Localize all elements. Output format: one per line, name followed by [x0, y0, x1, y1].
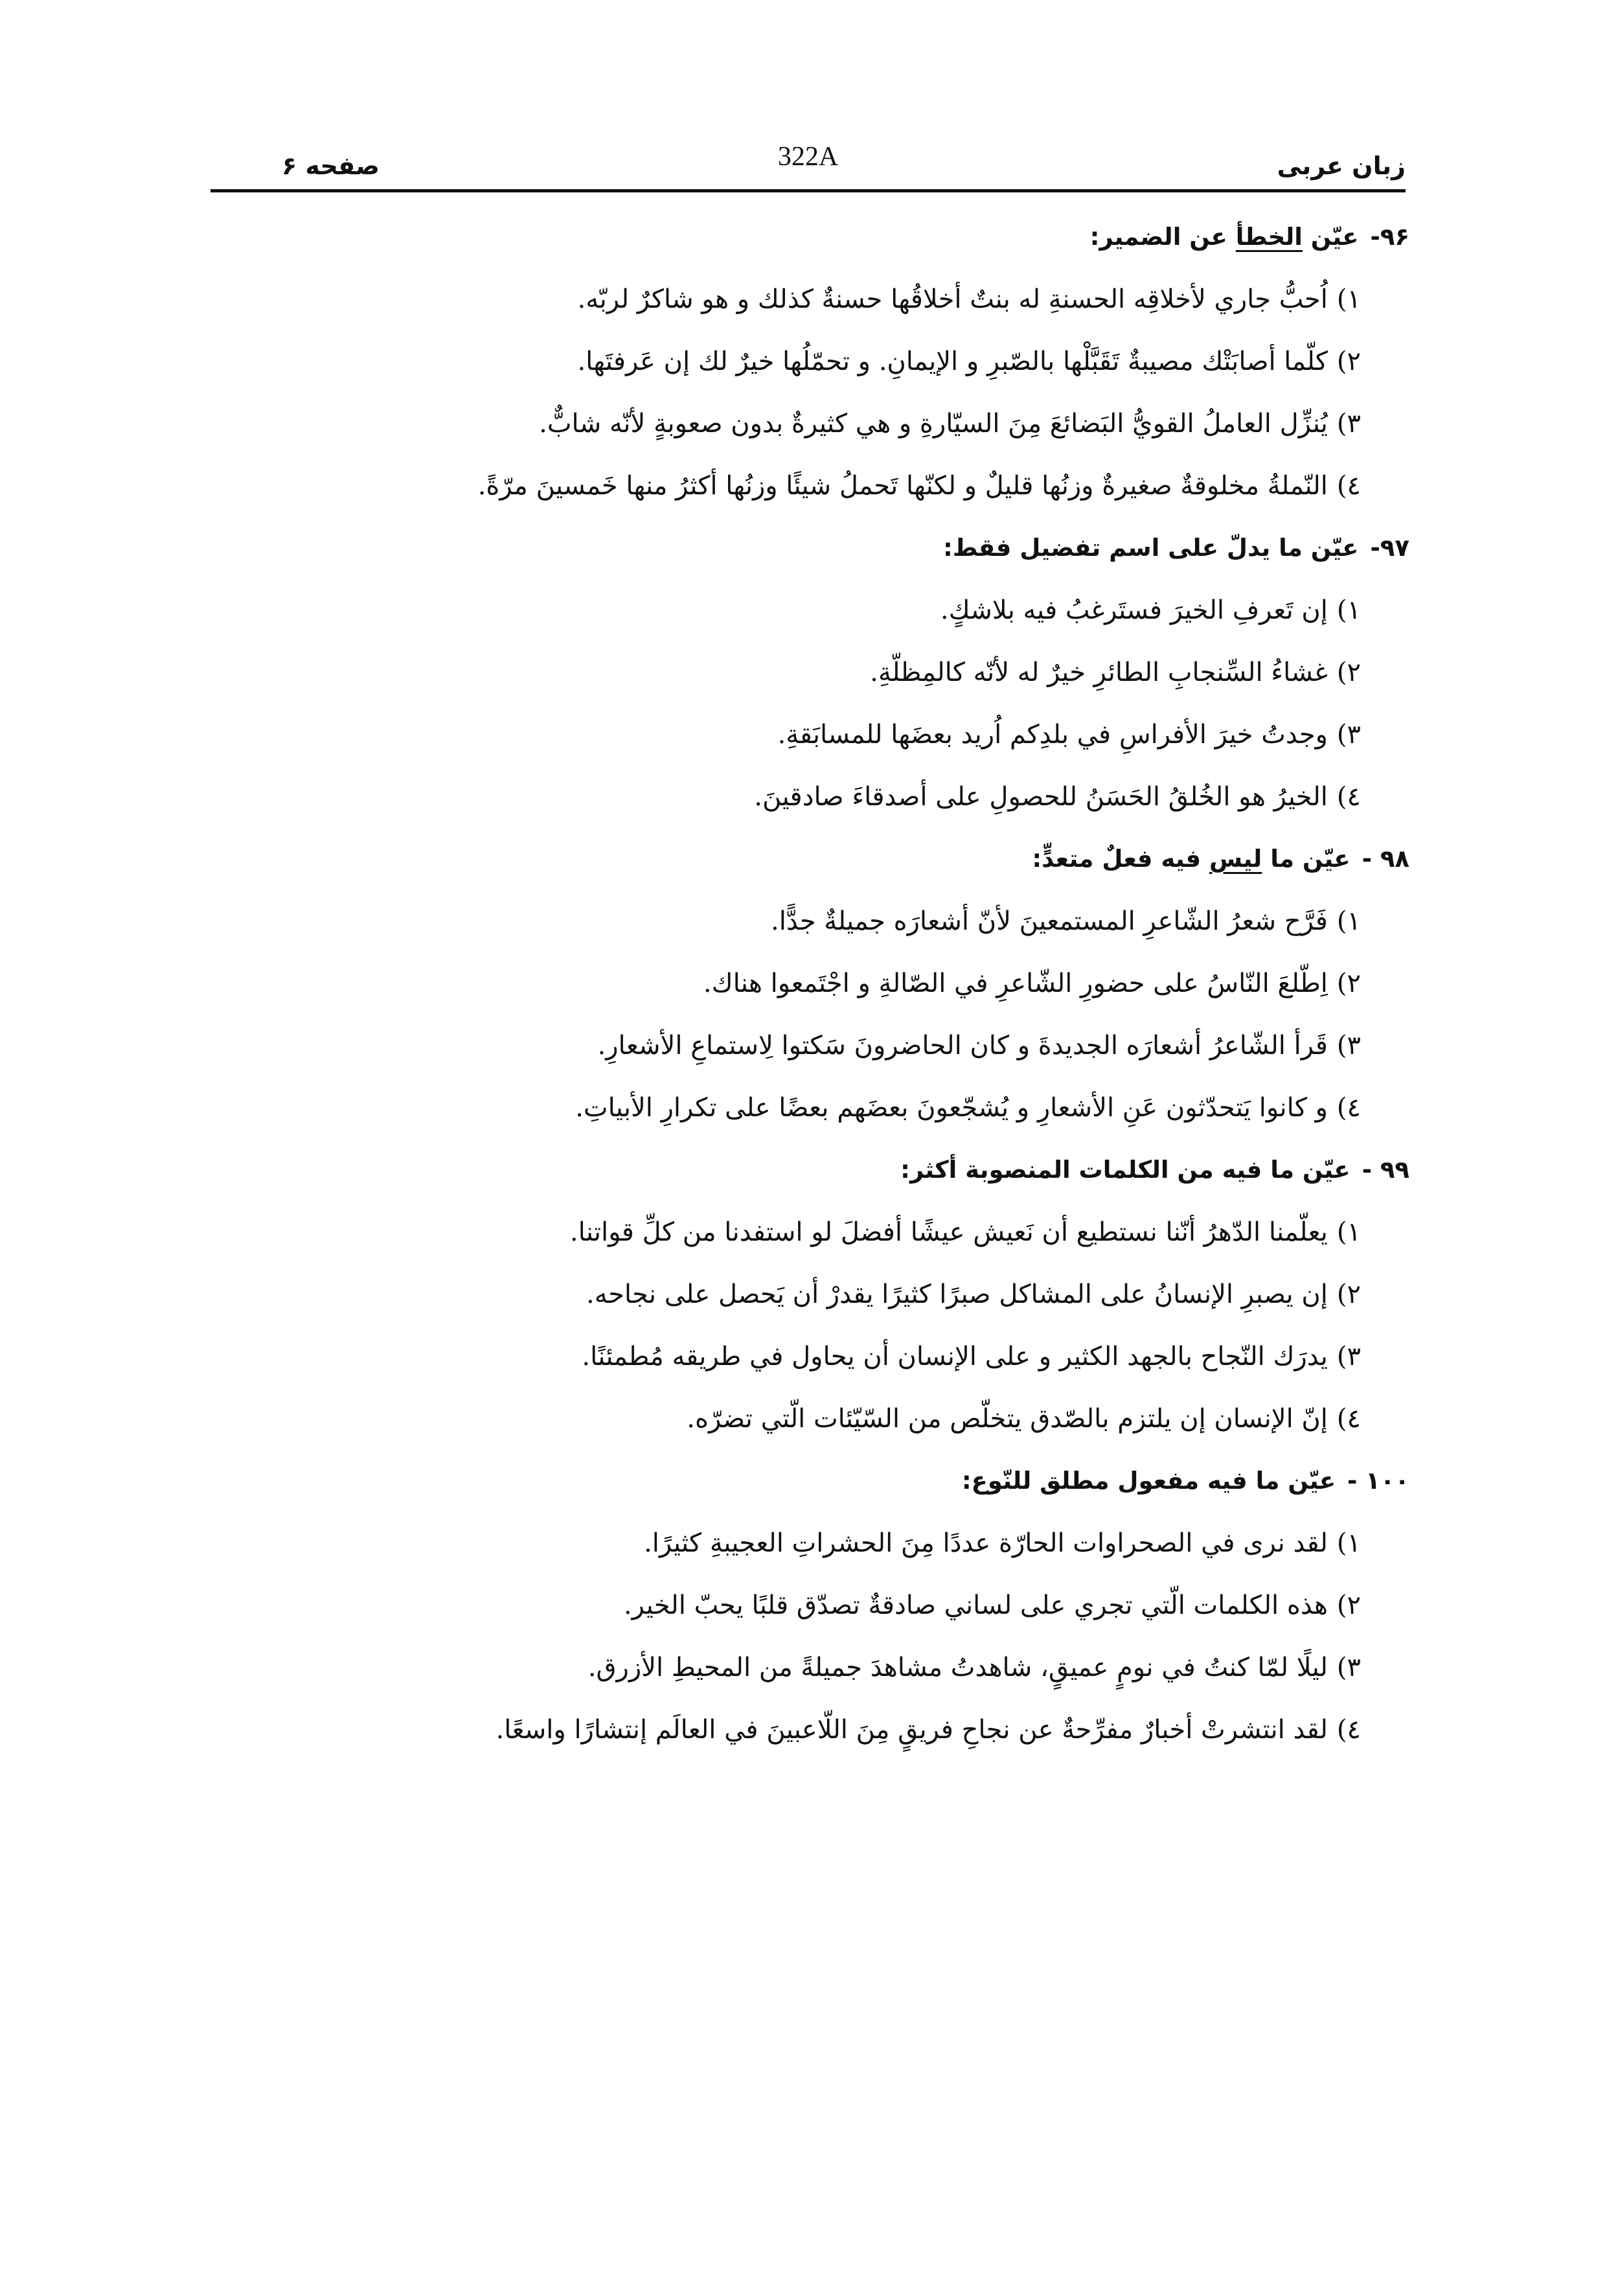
page-header [211, 136, 1406, 188]
question-98 [179, 828, 1409, 1139]
option-text: يعلّمنا الدّهرُ أنّنا نستطيع أن نَعيش عيشًا أفضلَ لو استفدنا من كلِّ قواتنا. [569, 1217, 1328, 1247]
option-1 [179, 1512, 1409, 1574]
question-title [179, 517, 1409, 579]
option-2 [179, 330, 1409, 393]
option-text: هذه الكلمات الّتي تجري على لساني صادقةٌ تصدّق قلبًا يحبّ الخير. [623, 1590, 1328, 1620]
option-1 [179, 1201, 1409, 1263]
option-number: ۳) [1336, 1031, 1361, 1061]
option-1 [179, 268, 1409, 330]
question-100 [179, 1450, 1409, 1761]
option-3 [179, 393, 1409, 455]
option-text: ليلًا لمّا كنتُ في نومٍ عميقٍ، شاهدتُ مشاهدَ جميلةً من المحيطِ الأزرق. [587, 1653, 1328, 1682]
option-number: ٤) [1336, 1404, 1361, 1434]
option-number: ۳) [1336, 1653, 1361, 1682]
question-number: ۹۶- [1370, 223, 1409, 251]
option-text: كلّما أصابَتْك مصيبةٌ تَقَبَّلْها بالصّبرِ و الإيمانِ. و تحمّلُها خيرٌ لك إن عَرفتَها. [577, 347, 1328, 376]
exam-code: 322A [777, 142, 839, 172]
question-text-end: فيه فعلٌ متعدٍّ: [1032, 845, 1210, 873]
option-text: غشاءُ السِّنجابِ الطائرِ خيرٌ له لأنّه كالمِظلّةِ. [870, 658, 1328, 687]
option-text: يُنزِّل العاملُ القويُّ البَضائعَ مِنَ السيّارةِ و هي كثيرةٌ بدون صعوبةٍ لأنّه شابٌّ. [539, 409, 1328, 439]
question-number: ۹۷- [1370, 534, 1409, 562]
option-number: ۳) [1336, 409, 1361, 439]
option-4 [179, 1077, 1409, 1139]
option-number: ۲) [1336, 347, 1361, 376]
option-text: إن يصبرِ الإنسانُ على المشاكل صبرًا كثيرًا يقدرْ أن يَحصل على نجاحه. [586, 1280, 1328, 1309]
subject-title: زبان عربی [1277, 152, 1406, 180]
question-99 [179, 1139, 1409, 1450]
option-2 [179, 1574, 1409, 1636]
question-underlined-word: ليس [1209, 845, 1262, 873]
question-title [179, 1139, 1409, 1201]
option-number: ۳) [1336, 1342, 1361, 1372]
option-number: ۱) [1336, 1217, 1361, 1247]
option-number: ٤) [1336, 1715, 1361, 1745]
option-text: لقد انتشرتْ أخبارٌ مفرِّحةٌ عن نجاحِ فريقٍ مِنَ اللّاعبينَ في العالَم إنتشارًا واسعًا. [496, 1715, 1328, 1745]
option-text: لقد نرى في الصحراوات الحارّة عددًا مِنَ الحشراتِ العجيبةِ كثيرًا. [644, 1528, 1328, 1558]
option-number: ٤) [1336, 1093, 1361, 1123]
option-3 [179, 1015, 1409, 1077]
option-text: النّملةُ مخلوقةٌ صغيرةٌ وزنُها قليلٌ و لكنّها تَحملُ شيئًا وزنُها أكثرُ منها خَمسينَ مرّةً. [477, 471, 1328, 501]
question-underlined-word: الخطأ [1235, 223, 1303, 251]
option-text: قَرأ الشّاعرُ أشعارَه الجديدةَ و كان الحاضرونَ سَكتوا لِاستماعِ الأشعارِ. [597, 1031, 1328, 1061]
option-1 [179, 579, 1409, 641]
option-text: يدرَك النّجاح بالجهد الكثير و على الإنسان أن يحاول في طريقه مُطمئنًا. [582, 1342, 1328, 1372]
option-number: ۳) [1336, 720, 1361, 750]
question-text: عيّن ما يدلّ على اسم تفضيل فقط: [943, 534, 1359, 562]
option-4 [179, 766, 1409, 828]
option-text: اِطّلعَ النّاسُ على حضورِ الشّاعرِ في الصّالةِ و اجْتَمعوا هناك. [703, 969, 1328, 998]
question-number: ۹۹ - [1362, 1156, 1409, 1184]
question-text: عيّن ما فيه مفعول مطلق للنّوع: [961, 1467, 1336, 1495]
question-text: عيّن ما [1262, 845, 1351, 873]
option-text: و كانوا يَتحدّثون عَنِ الأشعارِ و يُشجّعونَ بعضَهم بعضًا على تكرارِ الأبياتِ. [575, 1093, 1328, 1123]
option-4 [179, 455, 1409, 517]
option-text: فَرَّح شعرُ الشّاعرِ المستمعينَ لأنّ أشعارَه جميلةٌ جدًّا. [771, 906, 1328, 936]
option-number: ٤) [1336, 782, 1361, 812]
option-text: اُحبُّ جاري لأخلاقِه الحسنةِ له بنتٌ أخلاقُها حسنةٌ كذلك و هو شاكرٌ لربّه. [577, 284, 1328, 314]
question-text: عيّن [1302, 223, 1359, 251]
option-text: إنّ الإنسان إن يلتزم بالصّدق يتخلّص من السّيّئات الّتي تضرّه. [687, 1404, 1328, 1434]
option-number: ۲) [1336, 1280, 1361, 1309]
option-number: ٤) [1336, 471, 1361, 501]
option-number: ۲) [1336, 658, 1361, 687]
option-3 [179, 704, 1409, 766]
option-number: ۲) [1336, 969, 1361, 998]
option-number: ۱) [1336, 595, 1361, 625]
option-2 [179, 1263, 1409, 1326]
option-1 [179, 890, 1409, 952]
option-2 [179, 952, 1409, 1015]
question-97 [179, 517, 1409, 828]
option-number: ۲) [1336, 1590, 1361, 1620]
question-title [179, 828, 1409, 890]
option-text: الخيرُ هو الخُلقُ الحَسَنُ للحصولِ على أصدقاءَ صادقينَ. [754, 782, 1328, 812]
option-4 [179, 1388, 1409, 1450]
question-number: ۱۰۰ - [1347, 1467, 1409, 1495]
questions-list [179, 206, 1409, 1761]
question-text-end: عن الضمير: [1089, 223, 1236, 251]
question-title [179, 206, 1409, 268]
question-96 [179, 206, 1409, 517]
header-divider [211, 189, 1406, 192]
question-title [179, 1450, 1409, 1512]
option-text: وجدتُ خيرَ الأفراسِ في بلدِكم اُريد بعضَها للمسابَقةِ. [777, 720, 1328, 750]
option-number: ۱) [1336, 906, 1361, 936]
option-text: إن تَعرفِ الخيرَ فستَرغبُ فيه بلاشكٍ. [940, 595, 1328, 625]
option-2 [179, 641, 1409, 704]
option-3 [179, 1636, 1409, 1699]
option-4 [179, 1699, 1409, 1761]
page-number: صفحه ۶ [282, 152, 380, 180]
option-number: ۱) [1336, 1528, 1361, 1558]
option-3 [179, 1326, 1409, 1388]
question-text: عيّن ما فيه من الكلمات المنصوبة أكثر: [900, 1156, 1351, 1184]
option-number: ۱) [1336, 284, 1361, 314]
question-number: ۹۸ - [1362, 845, 1409, 873]
